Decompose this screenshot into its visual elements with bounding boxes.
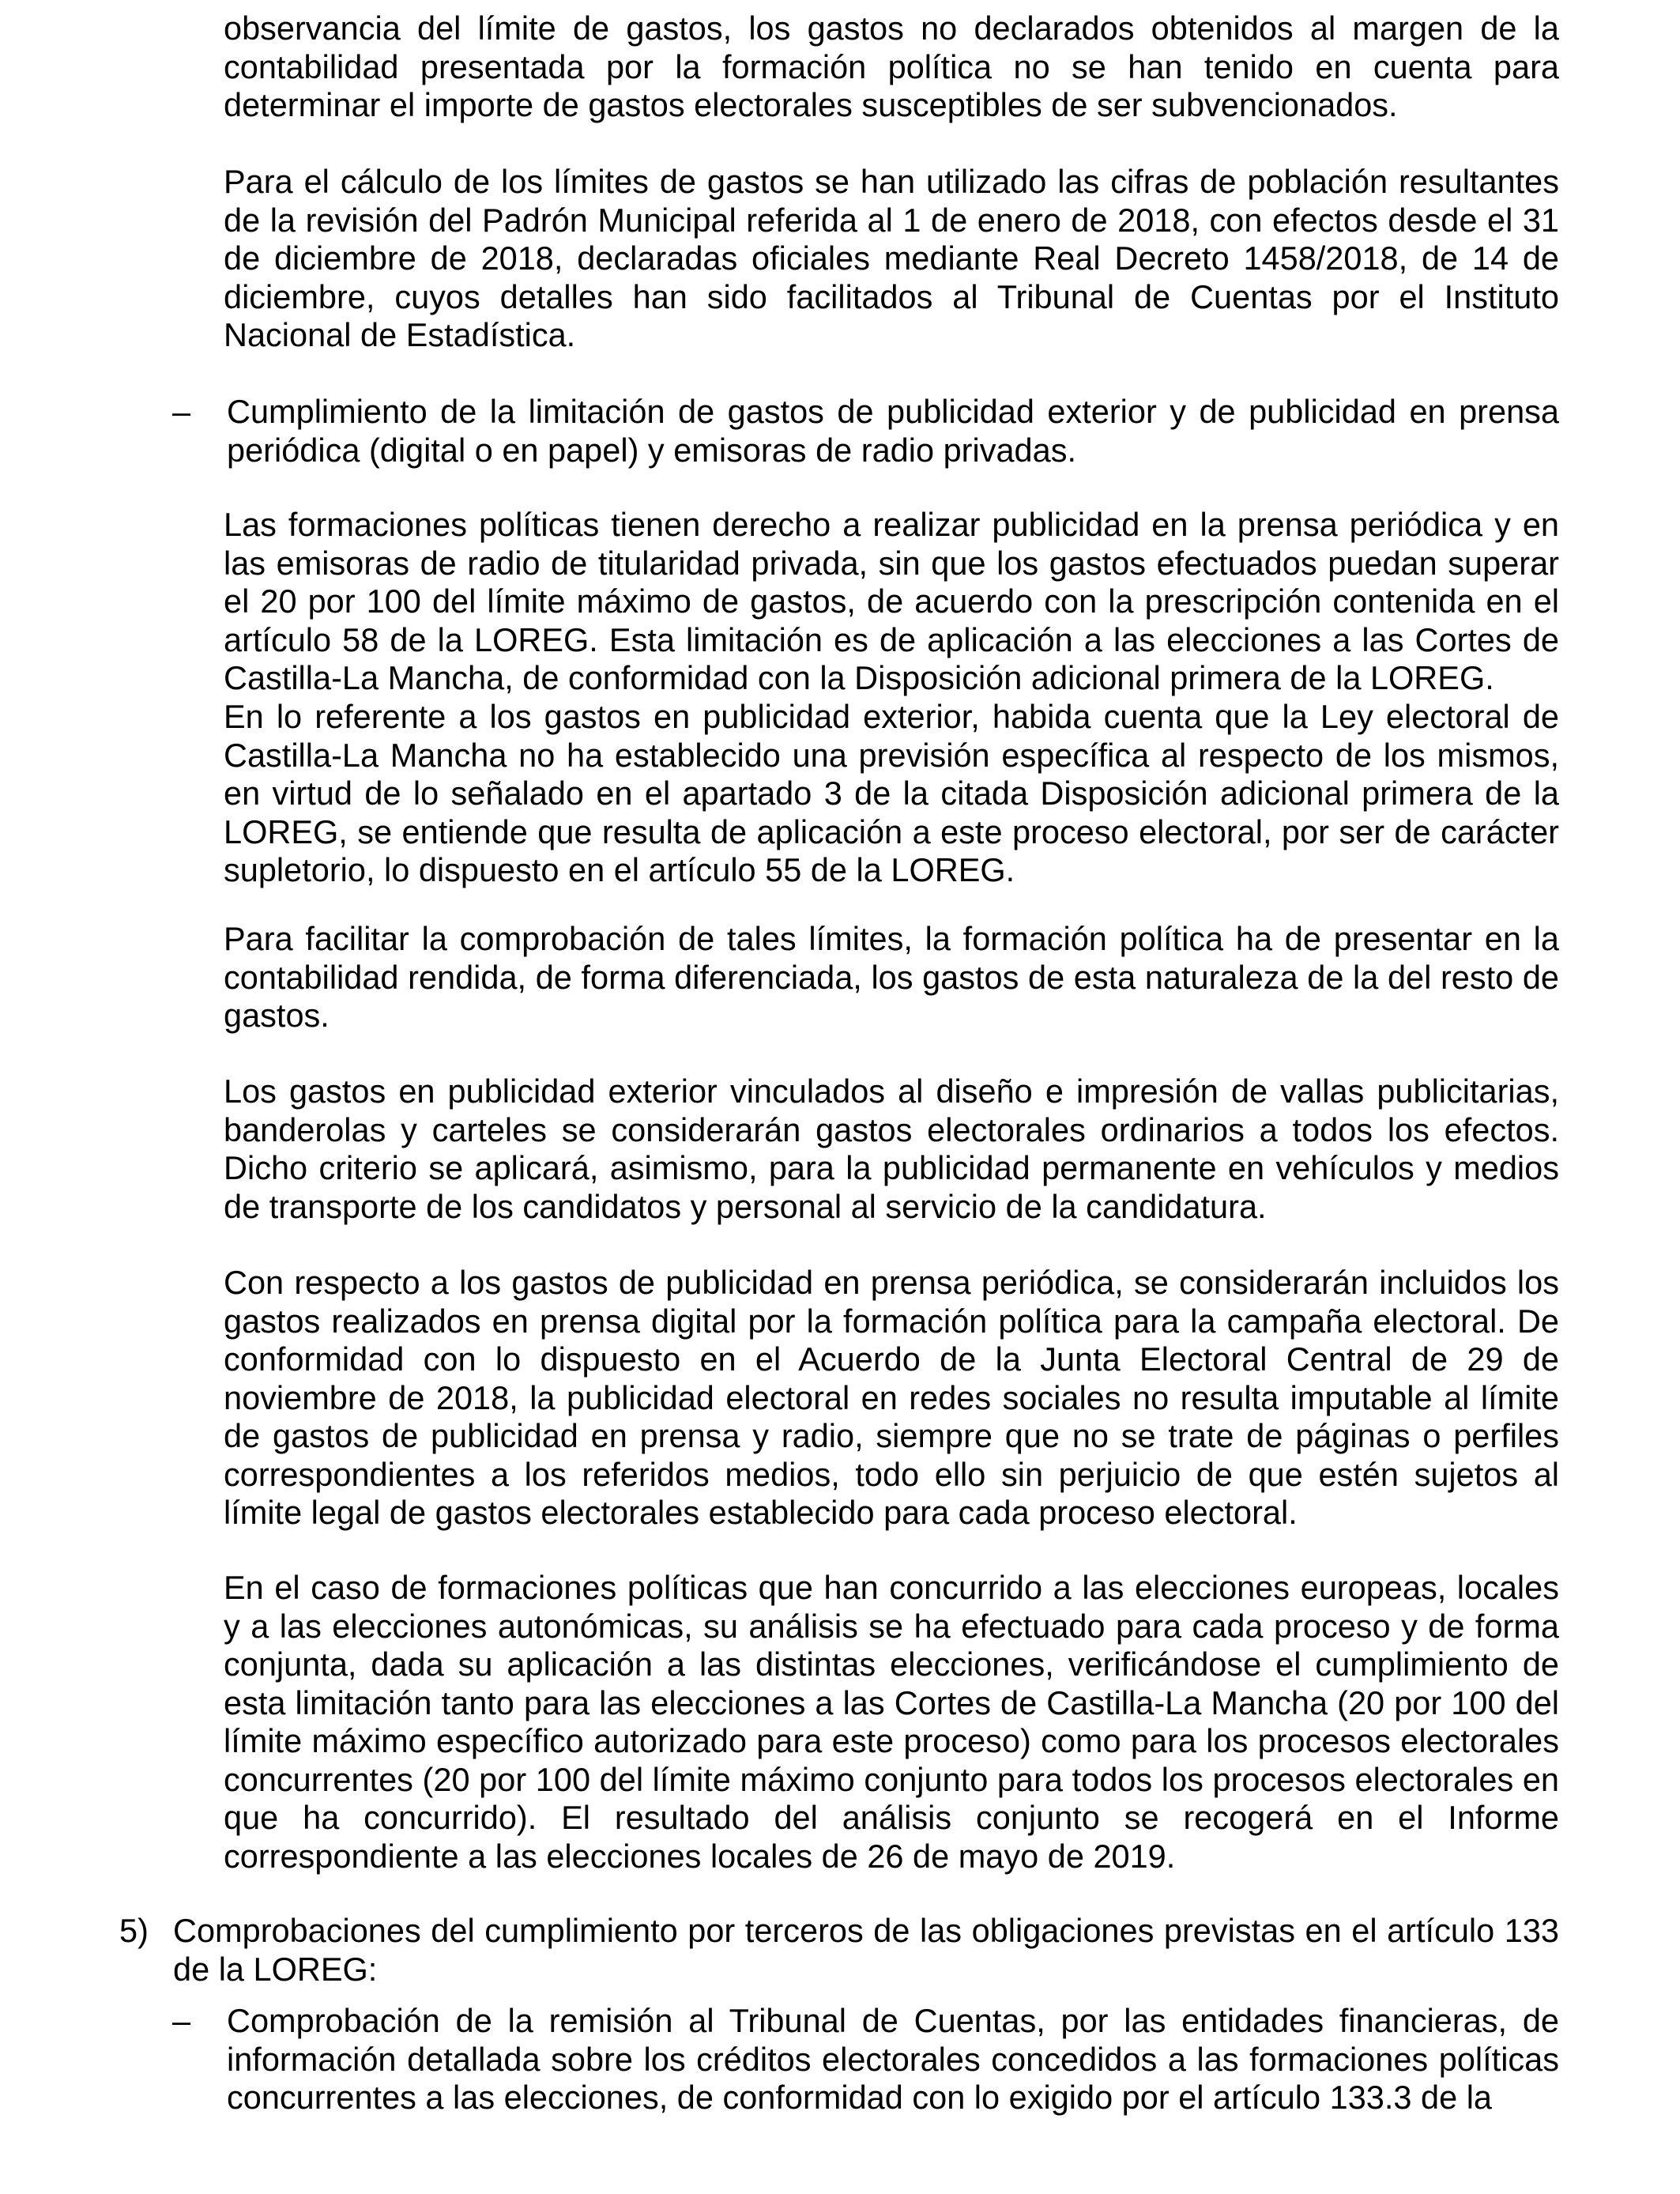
bullet-advertising-limit-compliance: Cumplimiento de la limitación de gastos de publicidad exterior y de publicidad en prensa periódica (digital o en papel) y emisoras de radio privadas.	[227, 393, 1559, 469]
paragraph-press-radio-advertising: Las formaciones políticas tienen derecho a realizar publicidad en la prensa periódica y en las emisoras de radio de titularidad privada, sin que los gastos efectuados puedan superar el 20 por 100 del límite máximo de gastos, de acuerdo con la prescripción contenida en el artículo 58 de la LOREG. Esta limitación es de aplicación a las elecciones a las Cortes de Castilla-La Mancha, de conformidad con la Disposición adicional primera de la LOREG.	[224, 506, 1559, 696]
paragraph-outdoor-advertising-costs: Los gastos en publicidad exterior vinculados al diseño e impresión de vallas publicitarias, banderolas y carteles se considerarán gastos electorales ordinarios a todos los efectos. Dicho criterio se aplicará, asimismo, para la publicidad permanente en vehículos y medios de transporte de los candidatos y personal al servicio de la candidatura.	[224, 1072, 1559, 1225]
bullet-financial-entities-remission: Comprobación de la remisión al Tribunal de Cuentas, por las entidades financieras, de información detallada sobre los créditos electorales concedidos a las formaciones políticas concurrentes a las elecciones, de conformidad con lo exigido por el artículo 133.3 de la	[227, 2002, 1559, 2116]
numbered-item-marker: 5)	[119, 1912, 149, 1949]
paragraph-outdoor-advertising: En lo referente a los gastos en publicidad exterior, habida cuenta que la Ley electoral de Castilla-La Mancha no ha establecido una previsión específica al respecto de los mismos, en virtud de lo señalado en el apartado 3 de la citada Disposición adicional primera de la LOREG, se entiende que resulta de aplicación a este proceso electoral, por ser de carácter supletorio, lo dispuesto en el artículo 55 de la LOREG.	[224, 698, 1559, 888]
numbered-item-third-party-checks: Comprobaciones del cumplimiento por terceros de las obligaciones previstas en el artículo 133 de la LOREG:	[173, 1912, 1559, 1988]
dash-bullet-marker: –	[172, 393, 191, 430]
paragraph-spending-limit-observance: observancia del límite de gastos, los gastos no declarados obtenidos al margen de la contabilidad presentada por la formación política no se han tenido en cuenta para determinar el importe de gastos electorales susceptibles de ser subvencionados.	[224, 9, 1559, 123]
paragraph-press-publicity-costs: Con respecto a los gastos de publicidad en prensa periódica, se considerarán incluidos los gastos realizados en prensa digital por la formación política para la campaña electoral. De conformidad con lo dispuesto en el Acuerdo de la Junta Electoral Central de 29 de noviembre de 2018, la publicidad electoral en redes sociales no resulta imputable al límite de gastos de publicidad en prensa y radio, siempre que no se trate de páginas o perfiles correspondientes a los referidos medios, todo ello sin perjuicio de que estén sujetos al límite legal de gastos electorales establecido para cada proceso electoral.	[224, 1264, 1559, 1531]
dash-bullet-marker: –	[172, 2002, 191, 2039]
paragraph-population-figures: Para el cálculo de los límites de gastos se han utilizado las cifras de población resultantes de la revisión del Padrón Municipal referida al 1 de enero de 2018, con efectos desde el 31 de diciembre de 2018, declaradas oficiales mediante Real Decreto 1458/2018, de 14 de diciembre, cuyos detalles han sido facilitados al Tribunal de Cuentas por el Instituto Nacional de Estadística.	[224, 163, 1559, 353]
paragraph-concurrent-elections: En el caso de formaciones políticas que han concurrido a las elecciones europeas, locales y a las elecciones autonómicas, su análisis se ha efectuado para cada proceso y de forma conjunta, dada su aplicación a las distintas elecciones, verificándose el cumplimiento de esta limitación tanto para las elecciones a las Cortes de Castilla-La Mancha (20 por 100 del límite máximo específico autorizado para este proceso) como para los procesos electorales concurrentes (20 por 100 del límite máximo conjunto para todos los procesos electorales en que ha concurrido). El resultado del análisis conjunto se recogerá en el Informe correspondiente a las elecciones locales de 26 de mayo de 2019.	[224, 1569, 1559, 1875]
paragraph-verification-of-limits: Para facilitar la comprobación de tales límites, la formación política ha de presentar en la contabilidad rendida, de forma diferenciada, los gastos de esta naturaleza de la del resto de gastos.	[224, 920, 1559, 1034]
